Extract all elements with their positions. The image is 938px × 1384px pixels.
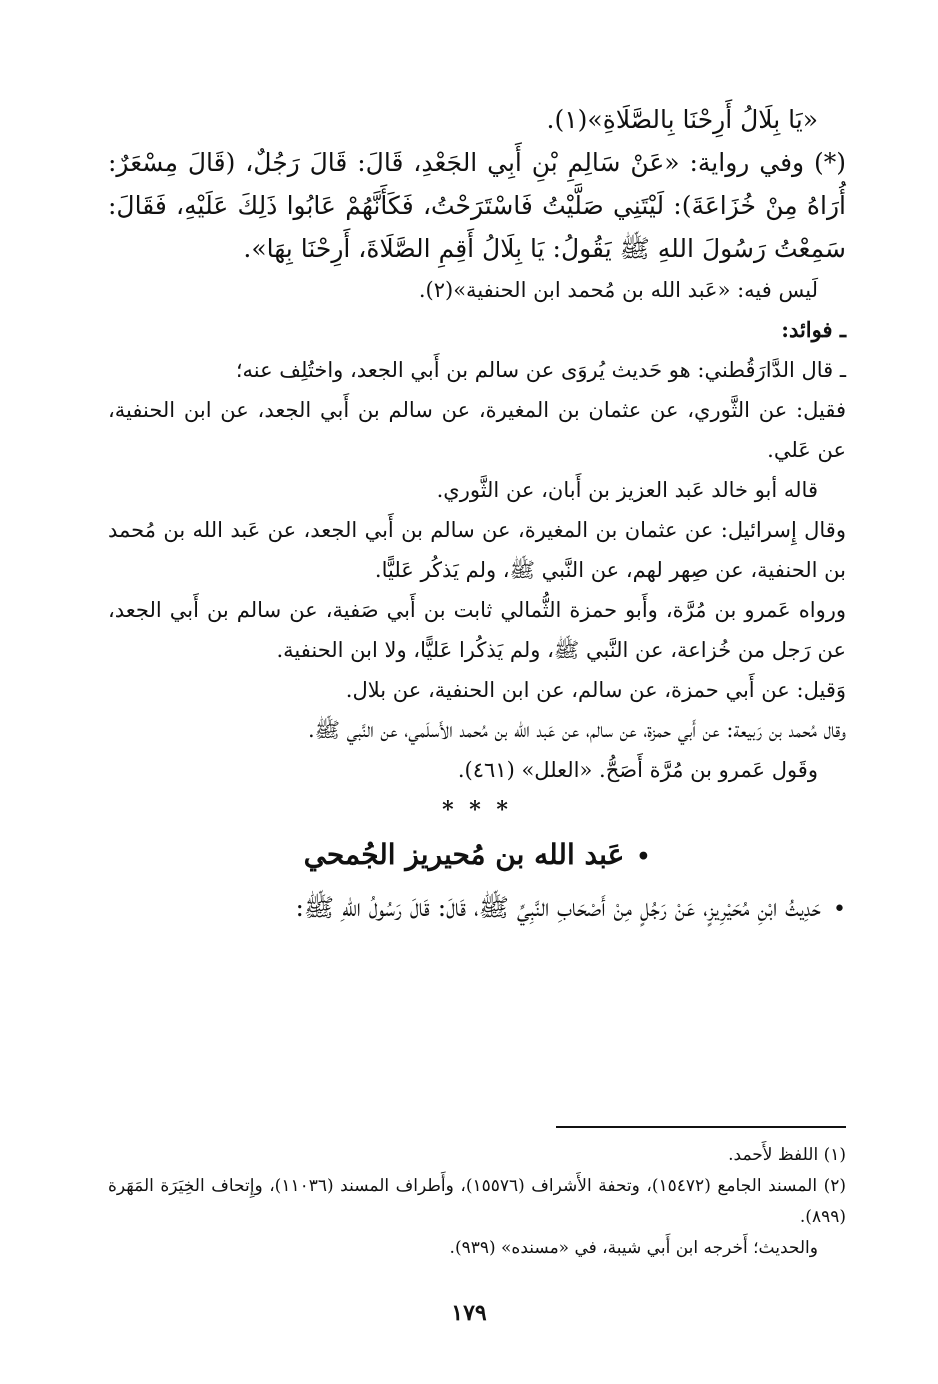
paragraph-rabia: وقال مُحمد بن رَبيعة: عن أَبي حمزة، عن سالم، عن عَبد الله بن مُحمد الأَسلَمي، عن النَّبي ﷺ. <box>307 718 846 742</box>
quote-line: «يَا بِلَالُ أَرِحْنَا بِالصَّلَاةِ»(١). <box>546 105 818 134</box>
narration-paragraph: (*) وفي رواية: «عَنْ سَالِمِ بْنِ أَبِي الجَعْدِ، قَالَ: قَالَ رَجُلٌ، (قَالَ مِسْعَرٌ: أُرَاهُ مِنْ خُزَاعَةَ): لَيْتَنِي صَلَّيْتُ فَاسْتَرَحْتُ، فَكَأَنَّهُمْ عَابُوا ذَلِكَ عَلَيْهِ، فَقَالَ: سَمِعْتُ رَسُولَ اللهِ ﷺ يَقُولُ: يَا بِلَالُ أَقِمِ الصَّلَاةَ، أَرِحْنَا بِهَا». <box>108 148 846 263</box>
page-number: ١٧٩ <box>451 1300 487 1326</box>
paragraph-conclusion: وقَول عَمرو بن مُرَّة أَصَحُّ. «العلل» (٤٦١). <box>457 758 818 782</box>
main-text <box>108 98 846 931</box>
hadith-text: حَدِيثُ ابْنِ مُحَيْرِيزٍ، عَنْ رَجُلٍ مِنْ أَصْحَابِ النَّبِيِّ ﷺ، قَالَ: قَالَ رَسُولُ اللهِ ﷺ: <box>295 893 822 922</box>
paragraph-israil: وقال إِسرائيل: عن عثمان بن المغيرة، عن سالم بن أَبي الجعد، عن عَبد الله بن مُحمد بن الحنفية، عن صِهر لهم، عن النَّبي ﷺ، ولم يَذكُر عَليًّا. <box>108 518 846 582</box>
hadith-line <box>108 886 846 931</box>
footnote-divider <box>556 1126 846 1128</box>
section-separator: * * * <box>442 797 512 823</box>
footnote-3: والحديث؛ أَخرجه ابن أَبي شيبة، في «مسنده» (٩٣٩). <box>449 1238 818 1258</box>
footnotes <box>108 1140 846 1264</box>
paragraph-faqil: فقيل: عن الثَّوري، عن عثمان بن المغيرة، عن سالم بن أَبي الجعد، عن ابن الحنفية، عن عَلي. <box>108 398 846 462</box>
section-title-text: عَبد الله بن مُحيريز الجُمحي <box>303 838 625 871</box>
bullet-icon: • <box>833 897 846 922</box>
paragraph-qalahu: قاله أبو خالد عَبد العزيز بن أَبان، عن الثَّوري. <box>436 478 818 502</box>
footnote-2: (٢) المسند الجامع (١٥٤٧٢)، وتحفة الأَشراف (١٥٥٧٦)، وأَطراف المسند (١١٠٣٦)، وإِتحاف الخِيَرَة المَهَرة (٨٩٩). <box>108 1176 847 1227</box>
note-line: لَيس فيه: «عَبد الله بن مُحمد ابن الحنفية»(٢). <box>418 278 818 302</box>
benefits-heading: ـ فوائد: <box>781 317 846 342</box>
footnote-1: (١) اللفظ لأَحمد. <box>728 1145 846 1165</box>
paragraph-rawahu: ورواه عَمرو بن مُرَّة، وأَبو حمزة الثُّمالي ثابت بن أَبي صَفية، عن سالم بن أَبي الجعد، عن رَجل من خُزاعة، عن النَّبي ﷺ، ولم يَذكُرا عَليًّا، ولا ابن الحنفية. <box>108 598 846 662</box>
section-title <box>108 830 846 882</box>
bullet-icon: • <box>636 844 651 870</box>
paragraph-qila: وَقيل: عن أَبي حمزة، عن سالم، عن ابن الحنفية، عن بلال. <box>345 678 846 702</box>
daraqutni-line: ـ قال الدَّارَقُطني: هو حَديث يُروَى عن سالم بن أَبي الجعد، واختُلِف عنه؛ <box>235 358 846 382</box>
